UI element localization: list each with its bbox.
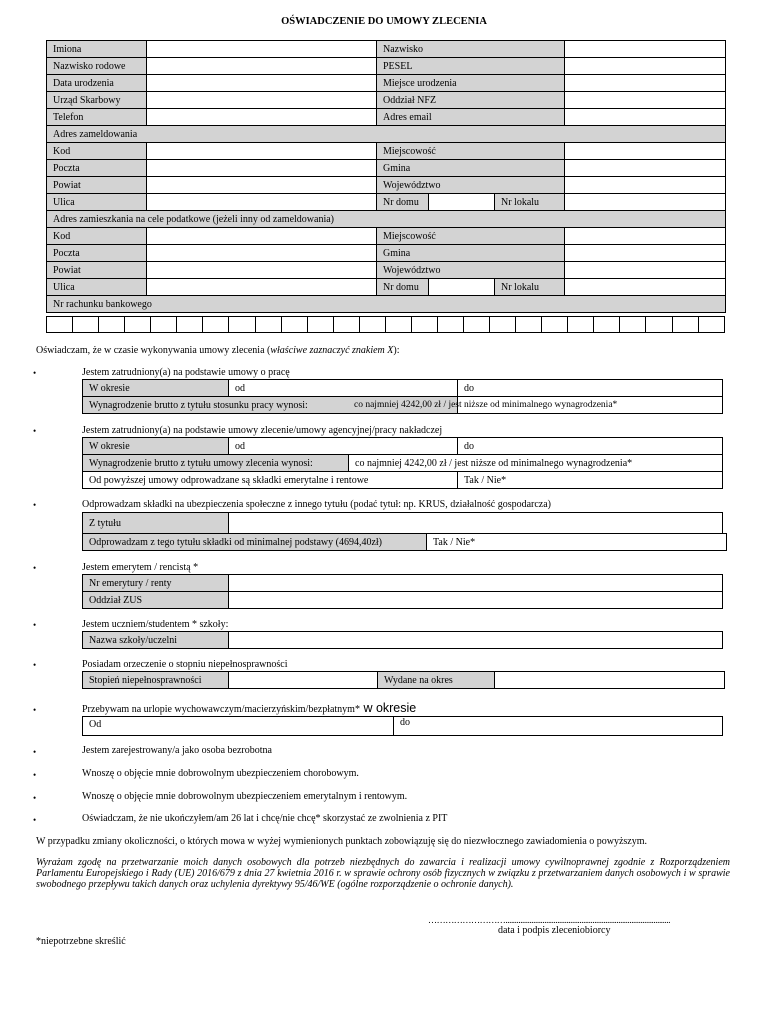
bullet-icon: •: [33, 705, 37, 715]
page-title: OŚWIADCZENIE DO UMOWY ZLECENIA: [281, 16, 487, 27]
bank-digit-cell[interactable]: [281, 317, 307, 333]
declaration-intro: Oświadczam, że w czasie wykonywania umowy zlecenia (właściwe zaznaczyć znakiem X):: [36, 345, 400, 356]
s1-wynagrodzenie-text[interactable]: co najmniej 4242,00 zł / jest niższe od minimalnego wynagrodzenia*: [354, 400, 618, 410]
label-poczta-podatkowa: Poczta: [47, 245, 147, 262]
input-nazwisko-rodowe[interactable]: [147, 58, 377, 75]
input-powiat-podatkowy[interactable]: [147, 262, 377, 279]
bank-digit-cell[interactable]: [333, 317, 359, 333]
label-miejscowosc-podatkowa: Miejscowość: [377, 228, 565, 245]
footnote: *niepotrzebne skreślić: [36, 936, 126, 947]
bullet-icon: •: [33, 770, 37, 780]
bullet-icon: •: [33, 815, 37, 825]
s5-table: [82, 631, 723, 649]
bank-digit-cell[interactable]: [542, 317, 568, 333]
bullet-icon: •: [33, 500, 37, 510]
bank-digit-cell[interactable]: [47, 317, 73, 333]
input-nr-lokalu-podatkowy[interactable]: [565, 279, 726, 296]
personal-data-table: [46, 40, 726, 313]
label-wojewodztwo: Województwo: [377, 177, 565, 194]
bullet-icon: •: [33, 620, 37, 630]
change-notice: W przypadku zmiany okoliczności, o których mowa w wyżej wymienionych punktach zobowiązuję się do niezwłocznego zawiadomienia o powyższym.: [36, 836, 648, 847]
bullet-icon: •: [33, 563, 37, 573]
bank-digit-cell[interactable]: [177, 317, 203, 333]
s2-od-field[interactable]: od: [229, 438, 458, 455]
bank-digit-cell[interactable]: [99, 317, 125, 333]
s11-title[interactable]: Oświadczam, że nie ukończyłem/am 26 lat i chcę/nie chcę* skorzystać ze zwolnienia z PIT: [82, 813, 448, 824]
bank-digit-cell[interactable]: [229, 317, 255, 333]
s4-title: Jestem emerytem / rencistą *: [82, 562, 199, 573]
bank-digit-cell[interactable]: [594, 317, 620, 333]
label-wojewodztwo-podatkowe: Województwo: [377, 262, 565, 279]
s6-stopien-input[interactable]: [229, 672, 378, 689]
s7-table: [82, 716, 723, 736]
signature-line[interactable]: ……………………….........................................................................................: [428, 915, 671, 925]
label-miejscowosc: Miejscowość: [377, 143, 565, 160]
bank-digit-cell[interactable]: [411, 317, 437, 333]
s2-do-field[interactable]: do: [458, 438, 723, 455]
bank-digit-cell[interactable]: [151, 317, 177, 333]
s6-wydane-label: Wydane na okres: [378, 672, 495, 689]
s8-title[interactable]: Jestem zarejestrowany/a jako osoba bezrobotna: [82, 745, 272, 756]
s3-z-tytulu-input[interactable]: [229, 513, 723, 534]
s4-nr-label: Nr emerytury / renty: [83, 575, 229, 592]
s7-title-line: Przebywam na urlopie wychowawczym/macierzyńskim/bezpłatnym* w okresie: [82, 701, 417, 715]
input-nr-domu[interactable]: [429, 194, 495, 211]
label-nazwisko: Nazwisko: [377, 41, 565, 58]
s6-table: [82, 671, 725, 689]
bank-digit-cell[interactable]: [698, 317, 724, 333]
section-adres-podatkowy: Adres zamieszkania na cele podatkowe (jeżeli inny od zameldowania): [47, 211, 726, 228]
s7-od-field[interactable]: Od: [83, 717, 394, 736]
input-nr-domu-podatkowy[interactable]: [429, 279, 495, 296]
bullet-icon: •: [33, 368, 37, 378]
bank-digit-cell[interactable]: [672, 317, 698, 333]
s1-w-okresie-label: W okresie: [83, 380, 229, 397]
label-miejsce-urodzenia: Miejsce urodzenia: [377, 75, 565, 92]
bank-digit-cell[interactable]: [203, 317, 229, 333]
bank-digit-cell[interactable]: [437, 317, 463, 333]
label-powiat-podatkowy: Powiat: [47, 262, 147, 279]
s2-w-okresie-label: W okresie: [83, 438, 229, 455]
label-powiat: Powiat: [47, 177, 147, 194]
label-nr-domu-podatkowy: Nr domu: [377, 279, 429, 296]
bank-digit-cell[interactable]: [125, 317, 151, 333]
bank-digit-cell[interactable]: [646, 317, 672, 333]
s7-do-field[interactable]: do: [394, 717, 723, 736]
input-adres-email[interactable]: [565, 109, 726, 126]
input-kod[interactable]: [147, 143, 377, 160]
label-ulica: Ulica: [47, 194, 147, 211]
data-consent: Wyrażam zgodę na przetwarzanie moich danych osobowych dla potrzeb niezbędnych do zawarcia i realizacji umowy cywilnoprawnej zgodnie z Rozporządzeniem Parlamentu Europejskiego i Rady (UE) 2016/679 z dnia 27 kwietnia 2016 r. w sprawie ochrony osób fizycznych w związku z przetwarzaniem danych osobowych i w sprawie swobodnego przepływu takich danych oraz uchylenia dyrektywy 95/46/WE (ogólne rozporządzenie o ochronie danych).: [36, 857, 730, 890]
bank-digit-cell[interactable]: [73, 317, 99, 333]
input-wojewodztwo[interactable]: [565, 177, 726, 194]
label-oddzial-nfz: Oddział NFZ: [377, 92, 565, 109]
label-kod: Kod: [47, 143, 147, 160]
input-miejsce-urodzenia[interactable]: [565, 75, 726, 92]
input-data-urodzenia[interactable]: [147, 75, 377, 92]
s5-szkola-input[interactable]: [229, 632, 723, 649]
s3-min-label: Odprowadzam z tego tytułu składki od minimalnej podstawy (4694,40zł): [83, 534, 427, 551]
input-oddzial-nfz[interactable]: [565, 92, 726, 109]
label-gmina: Gmina: [377, 160, 565, 177]
input-nazwisko[interactable]: [565, 41, 726, 58]
input-ulica-podatkowa[interactable]: [147, 279, 377, 296]
input-urzad-skarbowy[interactable]: [147, 92, 377, 109]
input-pesel[interactable]: [565, 58, 726, 75]
s1-do-field[interactable]: do: [458, 380, 723, 397]
s1-od-field[interactable]: od: [229, 380, 458, 397]
input-telefon[interactable]: [147, 109, 377, 126]
s10-title[interactable]: Wnoszę o objęcie mnie dobrowolnym ubezpieczeniem emerytalnym i rentowym.: [82, 791, 408, 802]
label-nr-lokalu: Nr lokalu: [495, 194, 565, 211]
input-wojewodztwo-podatkowe[interactable]: [565, 262, 726, 279]
section-nr-rachunku: Nr rachunku bankowego: [47, 296, 726, 313]
label-nazwisko-rodowe: Nazwisko rodowe: [47, 58, 147, 75]
s6-wydane-input[interactable]: [495, 672, 725, 689]
bullet-icon: •: [33, 660, 37, 670]
label-urzad-skarbowy: Urząd Skarbowy: [47, 92, 147, 109]
label-ulica-podatkowa: Ulica: [47, 279, 147, 296]
label-imiona: Imiona: [47, 41, 147, 58]
s1-title: Jestem zatrudniony(a) na podstawie umowy o pracę: [82, 367, 290, 378]
s4-zus-input[interactable]: [229, 592, 723, 609]
input-miejscowosc-podatkowa[interactable]: [565, 228, 726, 245]
s6-title: Posiadam orzeczenie o stopniu niepełnosprawności: [82, 659, 288, 670]
bullet-icon: •: [33, 747, 37, 757]
s5-szkola-label: Nazwa szkoły/uczelni: [83, 632, 229, 649]
s6-stopien-label: Stopień niepełnosprawności: [83, 672, 229, 689]
label-pesel: PESEL: [377, 58, 565, 75]
input-gmina[interactable]: [565, 160, 726, 177]
section-adres-zameldowania: Adres zameldowania: [47, 126, 726, 143]
s3-z-tytulu-label: Z tytułu: [83, 513, 229, 534]
bank-digit-cell[interactable]: [568, 317, 594, 333]
s3-table: [82, 512, 723, 534]
bank-digit-cell[interactable]: [385, 317, 411, 333]
bank-digit-cell[interactable]: [516, 317, 542, 333]
label-data-urodzenia: Data urodzenia: [47, 75, 147, 92]
s2-skladki-label: Od powyższej umowy odprowadzane są składki emerytalne i rentowe: [83, 472, 458, 489]
input-imiona[interactable]: [147, 41, 377, 58]
signature-caption: data i podpis zleceniobiorcy: [498, 925, 611, 936]
input-poczta-podatkowa[interactable]: [147, 245, 377, 262]
input-gmina-podatkowa[interactable]: [565, 245, 726, 262]
s3-title: Odprowadzam składki na ubezpieczenia społeczne z innego tytułu (podać tytuł: np. KRUS, działalność gospodarcza): [82, 499, 552, 510]
input-poczta[interactable]: [147, 160, 377, 177]
input-ulica[interactable]: [147, 194, 377, 211]
input-kod-podatkowy[interactable]: [147, 228, 377, 245]
s5-title: Jestem uczniem/studentem * szkoły:: [82, 619, 229, 630]
bank-digit-cell[interactable]: [255, 317, 281, 333]
bank-digit-cell[interactable]: [620, 317, 646, 333]
bank-account-table: [46, 316, 725, 333]
input-nr-lokalu[interactable]: [565, 194, 726, 211]
label-nr-domu: Nr domu: [377, 194, 429, 211]
label-gmina-podatkowa: Gmina: [377, 245, 565, 262]
s3-min-table: [82, 533, 727, 551]
s9-title[interactable]: Wnoszę o objęcie mnie dobrowolnym ubezpieczeniem chorobowym.: [82, 768, 359, 779]
bank-digit-cell[interactable]: [307, 317, 333, 333]
bank-digit-cell[interactable]: [464, 317, 490, 333]
label-kod-podatkowy: Kod: [47, 228, 147, 245]
bank-digit-cell[interactable]: [359, 317, 385, 333]
label-telefon: Telefon: [47, 109, 147, 126]
s4-zus-label: Oddział ZUS: [83, 592, 229, 609]
s1-wynagrodzenie-label: Wynagrodzenie brutto z tytułu stosunku pracy wynosi:: [83, 397, 458, 414]
s4-nr-input[interactable]: [229, 575, 723, 592]
s2-table: [82, 437, 723, 489]
input-powiat[interactable]: [147, 177, 377, 194]
input-miejscowosc[interactable]: [565, 143, 726, 160]
s2-wynagrodzenie-value[interactable]: co najmniej 4242,00 zł / jest niższe od minimalnego wynagrodzenia*: [349, 455, 723, 472]
label-poczta: Poczta: [47, 160, 147, 177]
label-nr-lokalu-podatkowy: Nr lokalu: [495, 279, 565, 296]
s2-wynagrodzenie-label: Wynagrodzenie brutto z tytułu umowy zlecenia wynosi:: [83, 455, 349, 472]
s3-min-value[interactable]: Tak / Nie*: [427, 534, 727, 551]
label-adres-email: Adres email: [377, 109, 565, 126]
s2-title: Jestem zatrudniony(a) na podstawie umowy zlecenie/umowy agencyjnej/pracy nakładczej: [82, 425, 443, 436]
bullet-icon: •: [33, 793, 37, 803]
bullet-icon: •: [33, 426, 37, 436]
s2-skladki-value[interactable]: Tak / Nie*: [458, 472, 723, 489]
bank-digit-cell[interactable]: [490, 317, 516, 333]
s4-table: [82, 574, 723, 609]
